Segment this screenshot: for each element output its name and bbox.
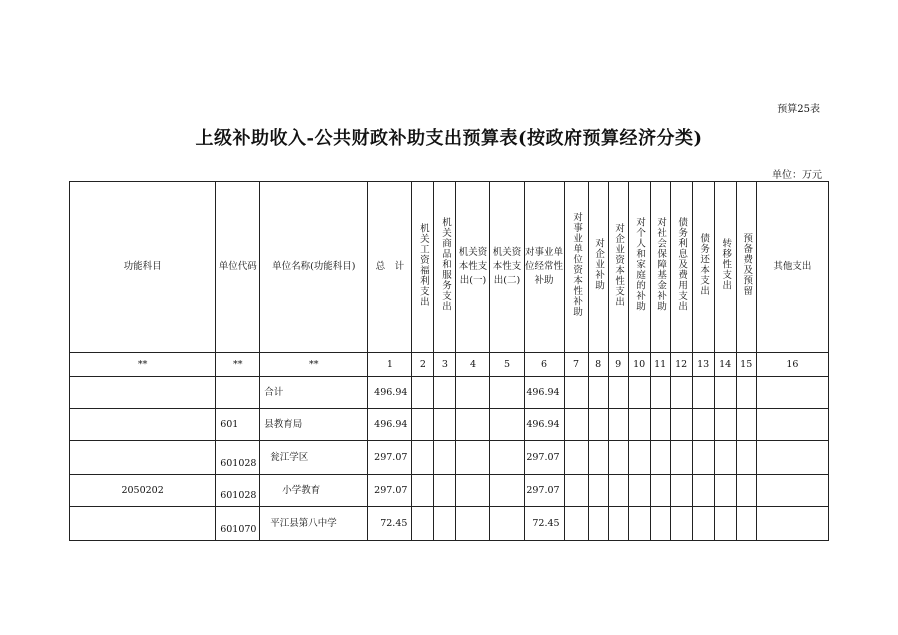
code-cell: 601028: [216, 475, 260, 507]
index-cell: 1: [368, 353, 412, 377]
c6-cell: 72.45: [524, 507, 564, 541]
index-cell: 7: [564, 353, 588, 377]
unit-label: 单位：万元: [772, 170, 822, 181]
col-header-c12-text: 债务利息及费用支出: [676, 217, 688, 312]
c6-cell: 496.94: [524, 409, 564, 441]
col-header-c8-text: 对企业补助: [593, 238, 605, 291]
col-header-code: 单位代码: [216, 182, 260, 353]
code-cell: 601028: [216, 441, 260, 475]
col-header-c11: [650, 182, 670, 353]
header-row: [70, 182, 829, 353]
total-cell: 297.07: [368, 475, 412, 507]
col-header-c13: [692, 182, 714, 353]
func-cell: [70, 409, 216, 441]
col-header-c16: 其他支出: [756, 182, 828, 353]
table-row: [70, 475, 829, 507]
col-header-c14: [714, 182, 736, 353]
table-row: [70, 441, 829, 475]
c6-cell: 297.07: [524, 475, 564, 507]
col-header-c3: [434, 182, 456, 353]
col-header-c9: [608, 182, 628, 353]
code-cell: 601: [216, 409, 260, 441]
code-cell: 601070: [216, 507, 260, 541]
col-header-c6: 对事业单位经常性补助: [524, 182, 564, 353]
col-header-c12: [670, 182, 692, 353]
table-number: 预算25表: [777, 104, 820, 115]
index-cell: 13: [692, 353, 714, 377]
c6-cell: 297.07: [524, 441, 564, 475]
col-header-total: 总 计: [368, 182, 412, 353]
index-cell: 6: [524, 353, 564, 377]
name-cell: 县教育局: [260, 409, 368, 441]
col-header-name: 单位名称(功能科目): [260, 182, 368, 353]
col-header-c4: 机关资本性支出(一): [456, 182, 490, 353]
col-header-c7: [564, 182, 588, 353]
page-title: 上级补助收入-公共财政补助支出预算表(按政府预算经济分类): [195, 128, 703, 149]
col-header-c15-text: 预备费及预留: [741, 233, 753, 296]
col-header-c2: [412, 182, 434, 353]
index-cell: 5: [490, 353, 524, 377]
func-cell: [70, 507, 216, 541]
col-header-c14-text: 转移性支出: [720, 238, 732, 291]
col-header-func: 功能科目: [70, 182, 216, 353]
c6-cell: 496.94: [524, 377, 564, 409]
index-cell: 10: [628, 353, 650, 377]
index-cell: 4: [456, 353, 490, 377]
code-cell: [216, 377, 260, 409]
col-header-c13-text: 债务还本支出: [698, 233, 710, 296]
index-cell: 16: [756, 353, 828, 377]
col-header-c9-text: 对企业资本性支出: [613, 222, 625, 307]
col-header-c7-text: 对事业单位资本性补助: [571, 212, 583, 317]
name-cell: 合计: [260, 377, 368, 409]
name-cell: 瓮江学区: [260, 441, 368, 475]
table-row: [70, 377, 829, 409]
col-header-c2-text: 机关工资福利支出: [417, 222, 429, 307]
index-cell: 2: [412, 353, 434, 377]
index-cell: 15: [736, 353, 756, 377]
index-cell: 12: [670, 353, 692, 377]
table-row: [70, 507, 829, 541]
index-cell: **: [70, 353, 216, 377]
func-cell: 2050202: [70, 475, 216, 507]
table-row: [70, 409, 829, 441]
index-cell: 3: [434, 353, 456, 377]
index-cell: **: [216, 353, 260, 377]
col-header-c10-text: 对个人和家庭的补助: [634, 217, 646, 312]
budget-table: [69, 181, 829, 541]
func-cell: [70, 441, 216, 475]
index-cell: 9: [608, 353, 628, 377]
name-cell: 小学教育: [260, 475, 368, 507]
index-cell: 8: [588, 353, 608, 377]
index-cell: 11: [650, 353, 670, 377]
index-cell: 14: [714, 353, 736, 377]
col-header-c11-text: 对社会保障基金补助: [655, 217, 667, 312]
col-header-c3-text: 机关商品和服务支出: [439, 217, 451, 312]
total-cell: 72.45: [368, 507, 412, 541]
index-row: [70, 353, 829, 377]
func-cell: [70, 377, 216, 409]
name-cell: 平江县第八中学: [260, 507, 368, 541]
total-cell: 496.94: [368, 377, 412, 409]
col-header-c15: [736, 182, 756, 353]
total-cell: 496.94: [368, 409, 412, 441]
total-cell: 297.07: [368, 441, 412, 475]
index-cell: **: [260, 353, 368, 377]
col-header-c10: [628, 182, 650, 353]
col-header-c8: [588, 182, 608, 353]
col-header-c5: 机关资本性支出(二): [490, 182, 524, 353]
